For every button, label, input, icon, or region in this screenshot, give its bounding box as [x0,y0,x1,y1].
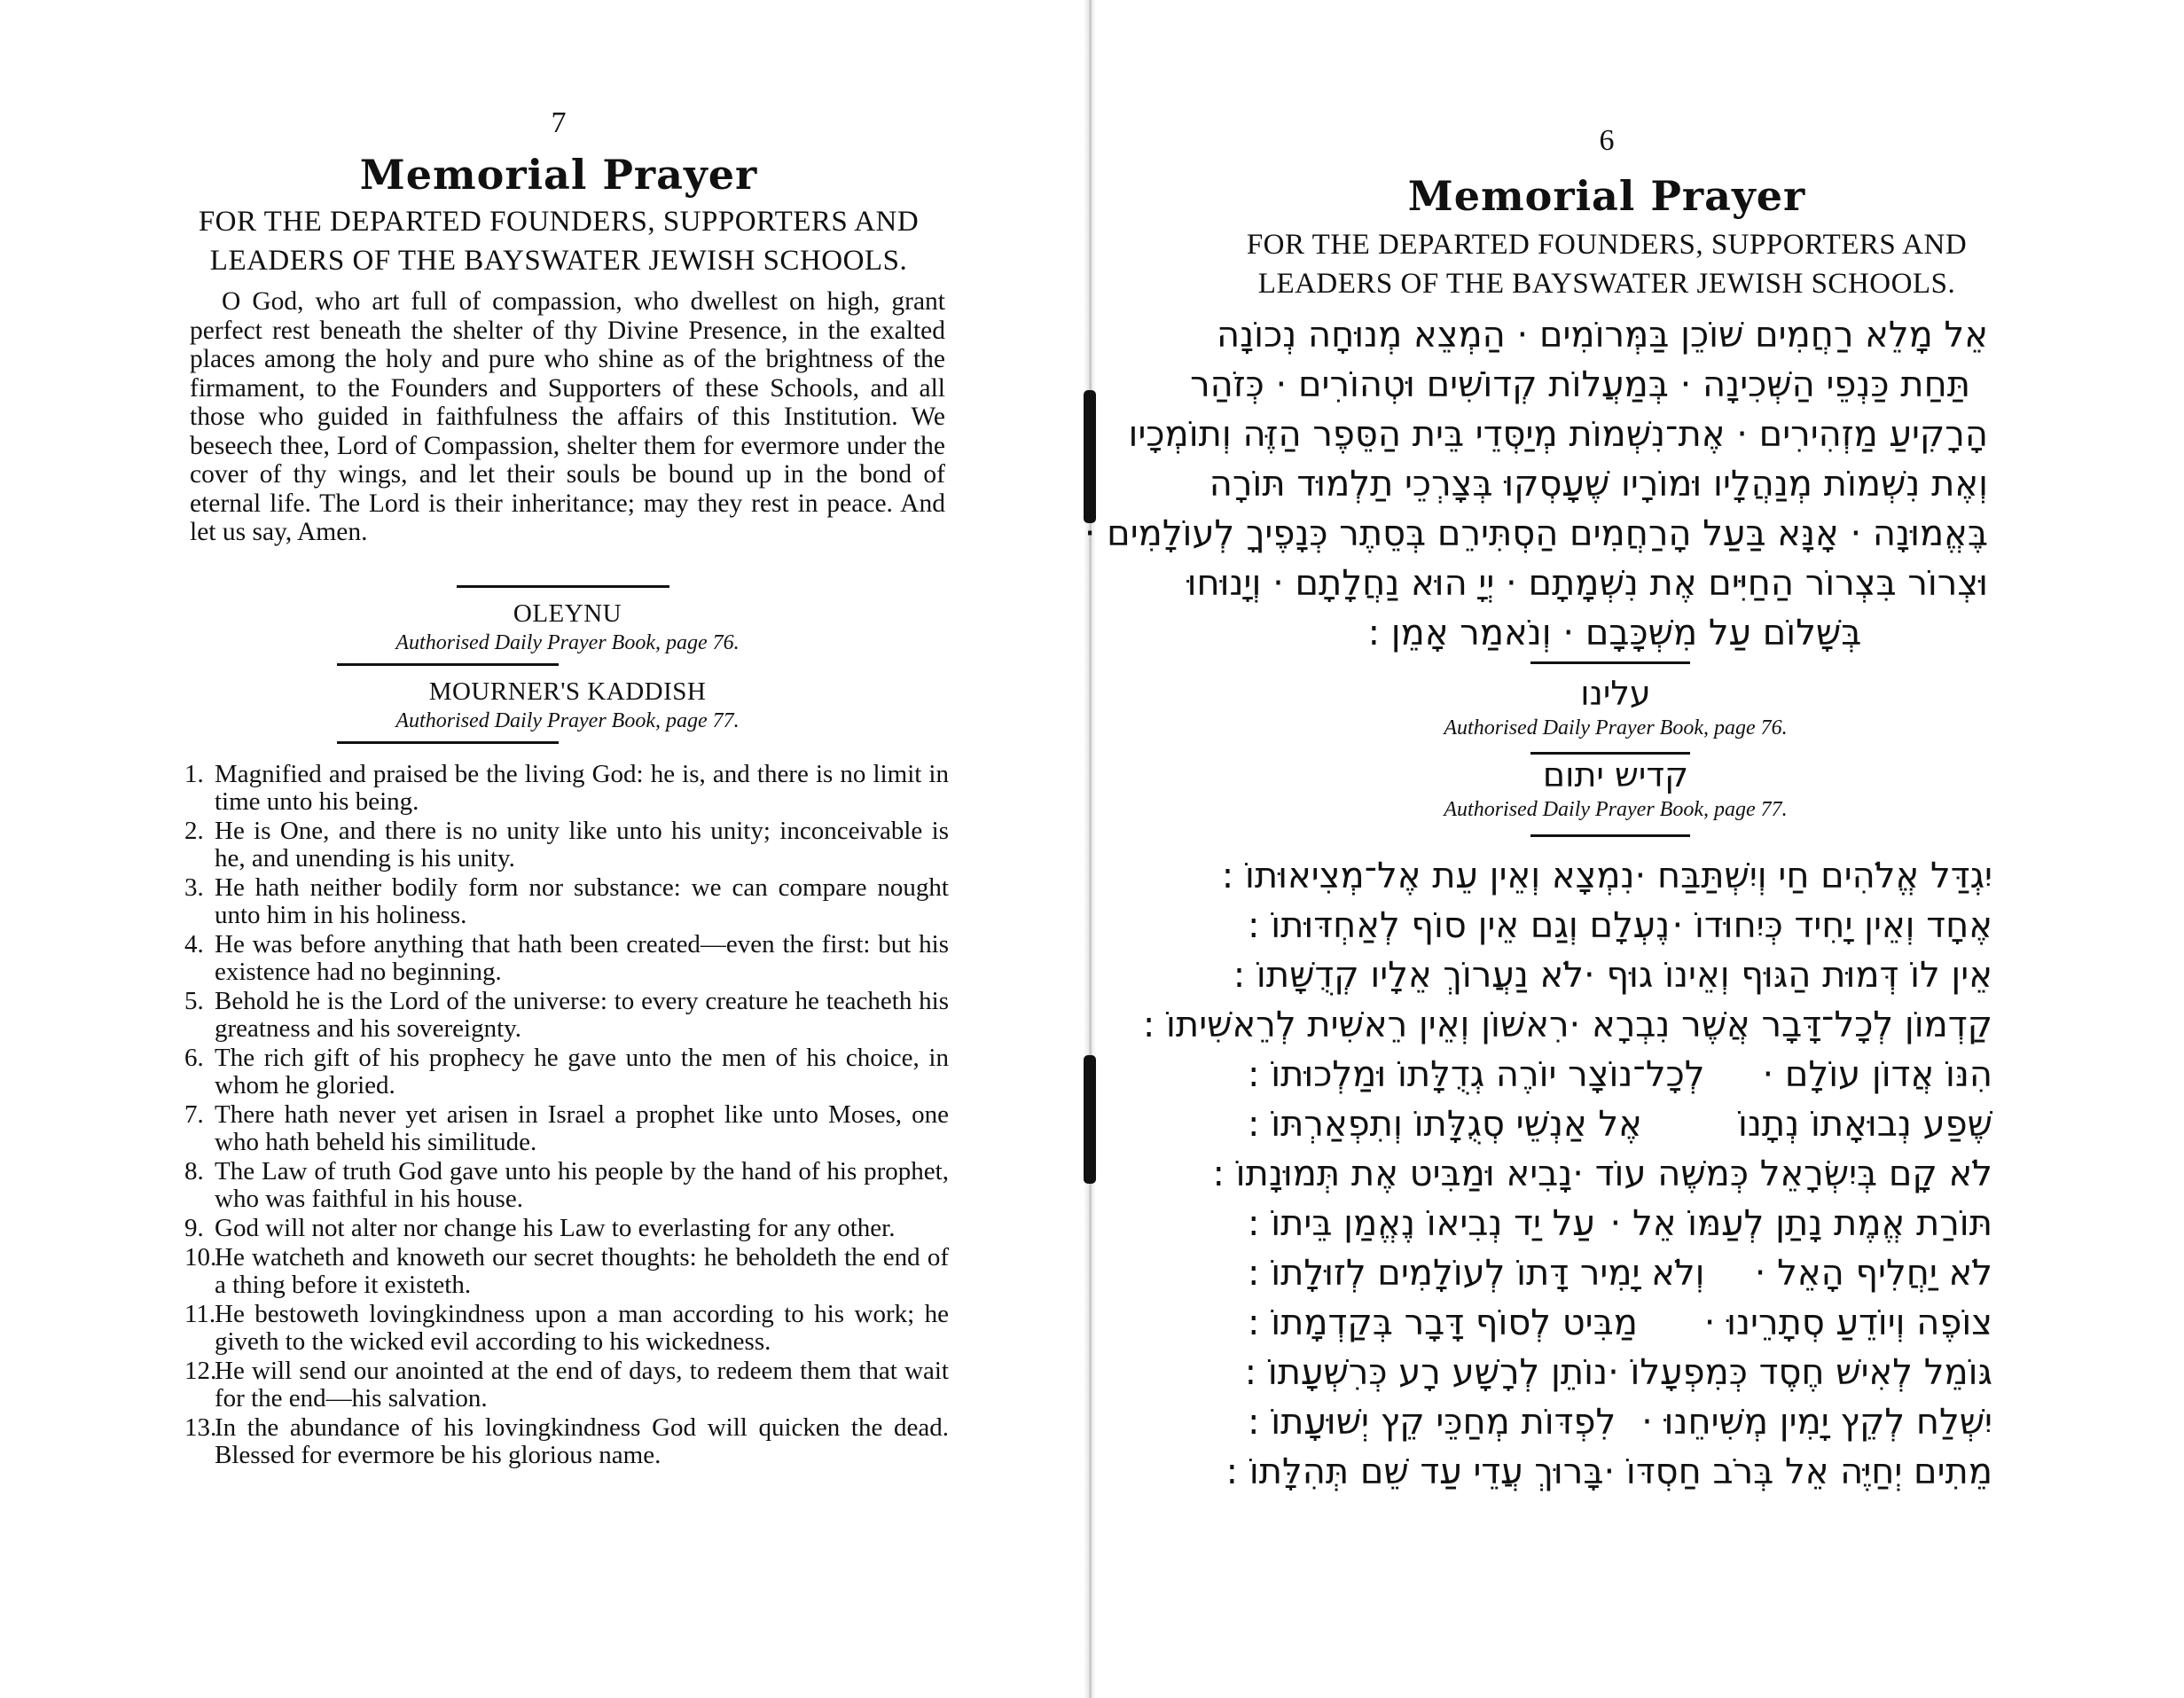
list-item: 8. The Law of truth God gave unto his people by the hand of his prophet, who was faithful in his house. [184,1157,949,1213]
section-title-aleinu: עלינו [1580,674,1651,713]
list-item: 11. He bestoweth lovingkindness upon a man according to his work; he giveth to the wicked evil according to his wickedness. [184,1300,949,1356]
yigdal-line: אֵין לוֹ דְּמוּת הַגּוּף וְאֵינוֹ גוּף · לֹא נַעֲרוֹךְ אֵלָיו קְדֻשָּׁתוֹ : [1233,955,1992,996]
list-item: 6. The rich gift of his prophecy he gave unto the men of his choice, in whom he gloried. [184,1044,949,1099]
subtitle-line: FOR THE DEPARTED FOUNDERS, SUPPORTERS AND [1246,229,1968,261]
hebrew-line: וְאֶת נִשְׁמוֹת מְנַהֲלָיו וּמוֹרָיו שֶׁעָסְקוּ בְּצָרְכֵי תַלְמוּד תּוֹרָה [1209,464,1988,505]
list-item: 1. Magnified and praised be the living God: he is, and there is no limit in time unto his being. [184,760,949,816]
section-reference: Authorised Daily Prayer Book, page 76. [1444,716,1788,739]
divider [337,741,559,744]
right-page [1084,0,2184,1698]
list-item: 5. Behold he is the Lord of the universe: to every creature he teacheth his greatness and his sovereignty. [184,987,949,1043]
divider [457,585,669,588]
yigdal-line: מֵתִים יְחַיֶּה אֵל בְּרֹב חַסְדּוֹ · בָּרוּךְ עֲדֵי עַד שֵׁם תְּהִלָּתוֹ : [1225,1452,1992,1492]
thirteen-principles-list [184,761,949,1471]
list-item: 12. He will send our anointed at the end of days, to redeem them that wait for the end—his salvation. [184,1357,949,1412]
hebrew-line: בְּשָׁלוֹם עַל מִשְׁכָּבָם · וְנֹאמַר אָמֵן : [1367,613,1862,653]
list-item: 3. He hath neither bodily form nor substance: we can compare nought unto him in his holiness. [184,873,949,929]
subtitle-line: LEADERS OF THE BAYSWATER JEWISH SCHOOLS. [1257,268,1956,300]
yigdal-line: לֹא קָם בְּיִשְׂרָאֵל כְּמשֶׁה עוֹד · נָבִיא וּמַבִּיט אֶת תְּמוּנָתוֹ : [1212,1154,1992,1194]
list-item: 13. In the abundance of his lovingkindness God will quicken the dead. Blessed for evermore be his glorious name. [184,1413,949,1469]
hebrew-line: בֶּאֱמוּנָה · אָנָּא בַּעַל הָרַחֲמִים הַסְתִּירֵם בְּסֵתֶר כְּנָפֶיךָ לְעוֹלָמִים · [1084,513,1988,554]
hebrew-line: הָרָקִיעַ מַזְהִירִים · אֶת־נִשְׁמוֹת מְיַסְּדֵי בֵּית הַסֵּפֶר הַזֶּה וְתוֹמְכָיו [1128,414,1988,455]
list-item: 4. He was before anything that hath been created—even the first: but his existence had no beginning. [184,930,949,986]
list-item: 10. He watcheth and knoweth our secret thoughts: he beholdeth the end of a thing before it existeth. [184,1243,949,1299]
page-number: 7 [551,106,567,139]
yigdal-line: שֶׁפַע נְבוּאָתוֹ נְתָנוֹ אֶל אַנְשֵׁי סְגֻלָּתוֹ וְתִפְאַרְתּוֹ : [1248,1104,1992,1145]
page-title: Memorial Prayer [359,151,758,199]
section-reference: Authorised Daily Prayer Book, page 77. [395,709,740,732]
yigdal-line: יִגְדַּל אֱלֹהִים חַי וְיִשְׁתַּבַּח · נִמְצָא וְאֵין עֵת אֶל־מְצִיאוּתוֹ : [1221,856,1992,896]
yigdal-line: אֶחָד וְאֵין יָחִיד כְּיִחוּדוֹ · נֶעְלָם וְגַם אֵין סוֹף לְאַחְדּוּתוֹ : [1248,905,1992,946]
subtitle-line: LEADERS OF THE BAYSWATER JEWISH SCHOOLS. [209,245,908,277]
list-item: 9. God will not alter nor change his Law to everlasting for any other. [184,1214,896,1242]
yigdal-line: יִשְׁלַח לְקֵץ יָמִין מְשִׁיחֵנוּ · לִפְדּוֹת מְחַכֵּי קֵץ יְשׁוּעָתוֹ : [1248,1402,1992,1443]
page-subtitle [1225,225,1988,303]
yigdal-hymn [1142,851,1992,1497]
yigdal-line: צוֹפֶה וְיוֹדֵעַ סְתָרֵינוּ · מַבִּיט לְסוֹף דָּבָר בְּקַדְמָתוֹ : [1248,1303,1992,1343]
page-title: Memorial Prayer [1407,172,1806,220]
page-subtitle [177,202,940,280]
section-reference: Authorised Daily Prayer Book, page 77. [1444,798,1788,821]
section-title-kaddish: MOURNER'S KADDISH [428,677,707,706]
divider [1530,661,1690,664]
divider [1530,834,1690,837]
divider [337,663,559,666]
section-title-kaddish-yatom: קדיש יתום [1542,755,1689,794]
yigdal-line: קַדְמוֹן לְכָל־דָּבָר אֲשֶׁר נִבְרָא · רִאשׁוֹן וְאֵין רֵאשִׁית לְרֵאשִׁיתוֹ : [1142,1005,1992,1045]
memorial-prayer-text: O God, who art full of compassion, who dwellest on high, grant perfect rest beneath the shelter of thy Divine Presence, in the exalted places among the holy and pure who shine as of the brightness of the firmament, to the Founders and Supporters of these Schools, and all those who guided in faithfulness the affairs of this Institution. We beseech thee, Lord of Compassion, shelter them for evermore under the cover of thy wings, and let their souls be bound up in the bond of eternal life. The Lord is their inheritance; may they rest in peace. And let us say, Amen. [190,287,945,546]
hebrew-line: וּצְרוֹר בִּצְרוֹר הַחַיִּים אֶת נִשְׁמָתָם · יְיָ הוּא נַחֲלָתָם · וְיָנוּחוּ [1186,563,1988,604]
hebrew-line: אֵל מָלֵא רַחֲמִים שׁוֹכֵן בַּמְּרוֹמִים · הַמְצֵא מְנוּחָה נְכוֹנָה [1217,315,1988,356]
section-reference: Authorised Daily Prayer Book, page 76. [395,631,740,654]
left-page [0,0,1089,1698]
section-title-oleynu: OLEYNU [513,599,622,628]
yigdal-line: לֹא יַחֲלִיף הָאֵל · וְלֹא יָמִיר דָּתוֹ לְעוֹלָמִים לְזוּלָתוֹ : [1248,1253,1992,1294]
divider [1530,752,1690,755]
yigdal-line: תּוֹרַת אֱמֶת נָתַן לְעַמּוֹ אֵל · עַל יַד נְבִיאוֹ נֶאֱמַן בֵּיתוֹ : [1248,1203,1992,1244]
page-number: 6 [1599,124,1615,157]
hebrew-line: תַּחַת כַּנְפֵי הַשְּׁכִינָה · בְּמַעֲלוֹת קְדוֹשִׁים וּטְהוֹרִים · כְּזֹהַר [1190,364,1970,405]
yigdal-line: הִנּוֹ אֲדוֹן עוֹלָם · לְכָל־נוֹצָר יוֹרֶה גְדֻלָּתוֹ וּמַלְכוּתוֹ : [1248,1054,1992,1095]
hebrew-memorial-prayer [1084,310,1988,658]
list-item: 2. He is One, and there is no unity like unto his unity; inconceivable is he, and unending is his unity. [184,817,949,872]
yigdal-line: גּוֹמֵל לְאִישׁ חֶסֶד כְּמִפְעָלוֹ · נוֹתֵן לְרָשָׁע רָע כְּרִשְׁעָתוֹ : [1244,1352,1992,1393]
subtitle-line: FOR THE DEPARTED FOUNDERS, SUPPORTERS AND [198,206,920,238]
list-item: 7. There hath never yet arisen in Israel a prophet like unto Moses, one who hath beheld his similitude. [184,1100,949,1156]
